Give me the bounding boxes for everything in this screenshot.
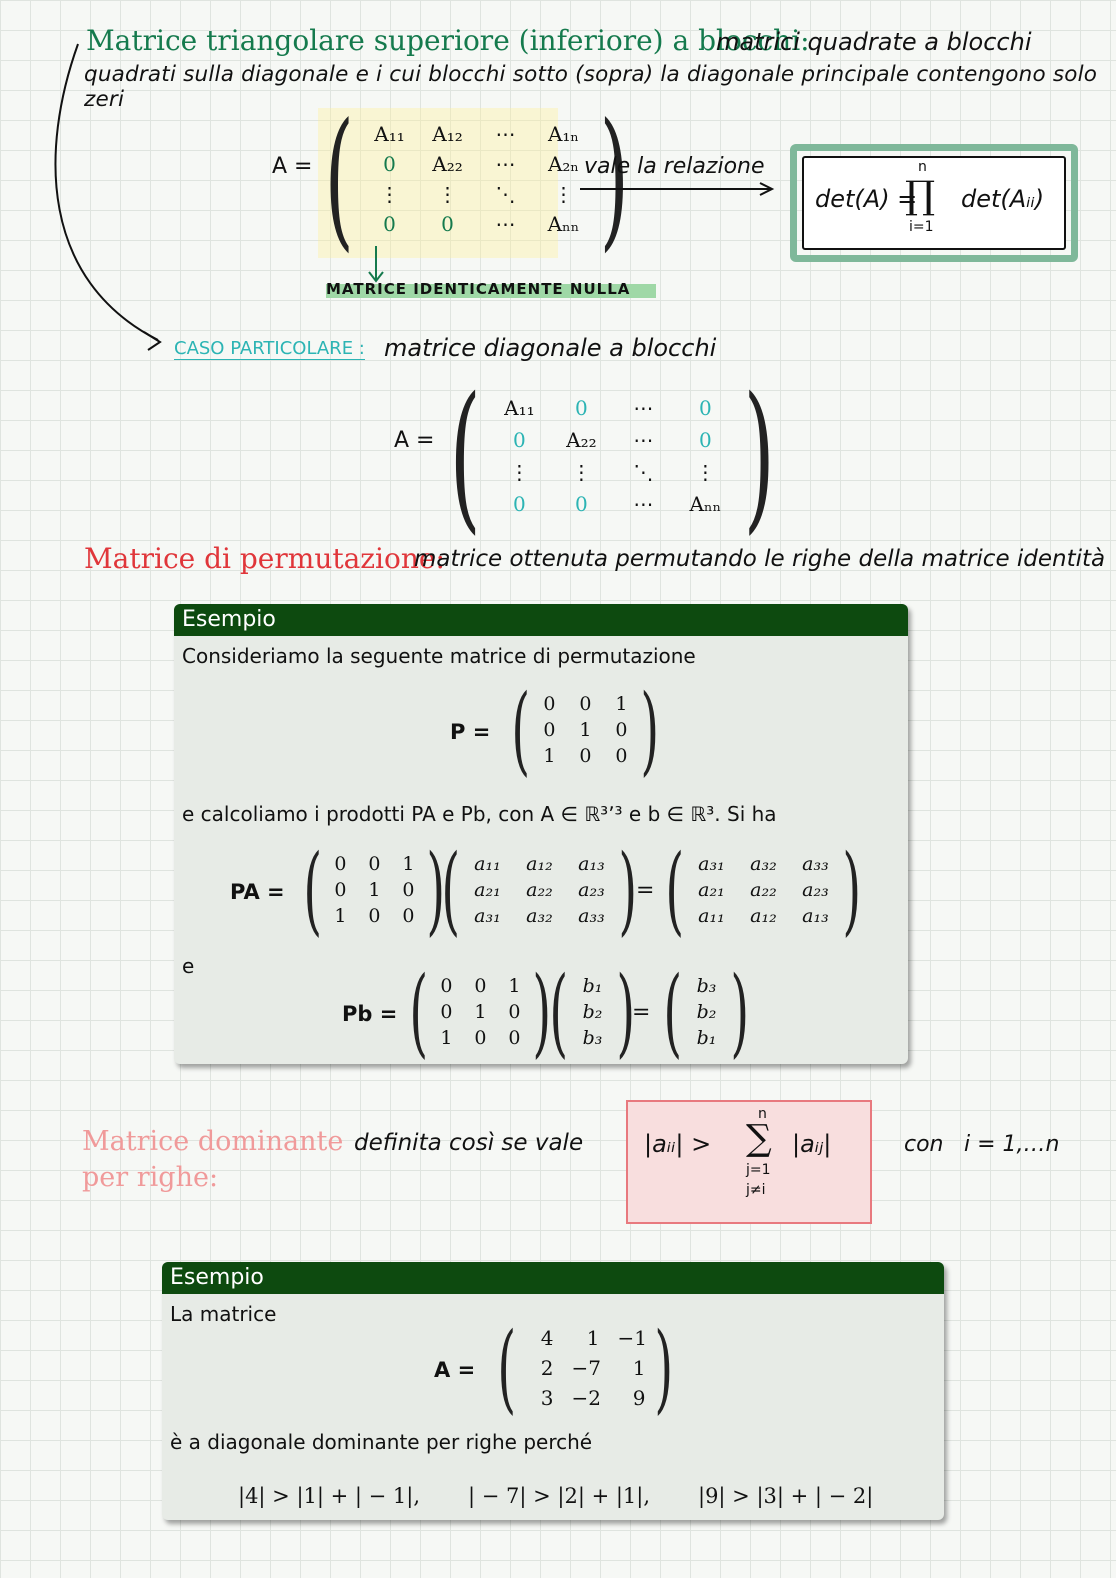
pa-equals: = bbox=[636, 878, 655, 903]
dom-formula-bottom2: j≠i bbox=[746, 1182, 766, 1198]
matrix-cell: a₃₁ bbox=[474, 905, 501, 927]
pa-p-matrix: ( 0 0 1 0 1 0 1 0 0 ) bbox=[303, 834, 446, 946]
matrix-cell: a₂₃ bbox=[802, 879, 829, 901]
matrix-cell: Aₙₙ bbox=[689, 492, 722, 516]
matrix-cell: 3 bbox=[540, 1386, 554, 1410]
matrix-a-label: A = bbox=[272, 154, 313, 179]
matrix-cell: ⋮ bbox=[695, 460, 716, 484]
det-formula-top: n bbox=[918, 159, 927, 175]
matrix-cell: ⋮ bbox=[571, 460, 592, 484]
dominance-example-box bbox=[162, 1262, 944, 1520]
range-text: i = 1,…n bbox=[964, 1132, 1060, 1157]
matrix-cell: a₃₂ bbox=[526, 905, 553, 927]
matrix-cell: −2 bbox=[571, 1386, 601, 1410]
matrix-cell: 9 bbox=[632, 1386, 646, 1410]
matrix-cell: ⋯ bbox=[633, 428, 654, 452]
matrix-cell: 1 bbox=[402, 853, 415, 875]
example2-header: Esempio bbox=[162, 1262, 944, 1294]
matrix-cell: a₃₃ bbox=[802, 853, 829, 875]
matrix-cell: A₁₁ bbox=[504, 396, 535, 420]
matrix-cell: 0 bbox=[615, 745, 628, 767]
matrix-cell: 0 bbox=[383, 212, 396, 236]
det-formula-left: det(A) = bbox=[815, 185, 918, 213]
pb-result-vector: ( b₃ b₂ b₁ ) bbox=[663, 956, 750, 1068]
matrix-cell: ⋮ bbox=[379, 182, 400, 206]
vector-cell: b₁ bbox=[582, 975, 603, 997]
dom-a-matrix: ( 4 1 −1 2 −7 1 3 −2 9 ) bbox=[497, 1312, 674, 1424]
matrix-cell: 0 bbox=[508, 1027, 521, 1049]
matrix-cell: ⋱ bbox=[633, 460, 654, 484]
matrix-cell: 0 bbox=[440, 1001, 453, 1023]
matrix-cell: a₂₃ bbox=[578, 879, 605, 901]
matrix-cell: a₃₂ bbox=[750, 853, 777, 875]
matrix-cell: 0 bbox=[575, 492, 588, 516]
block-triangular-matrix: ( A₁₁ A₁₂ ⋯ A₁ₙ 0 A₂₂ ⋯ A₂ₙ ⋮ ⋮ ⋱ ⋮ 0 0 ⋯ Aₙₙ ) bbox=[324, 92, 629, 266]
section2-desc: matrice ottenuta permutando le righe della matrice identità bbox=[414, 546, 1106, 572]
vector-cell: b₃ bbox=[582, 1027, 603, 1049]
matrix-cell: a₂₁ bbox=[474, 879, 501, 901]
matrix-cell: 0 bbox=[699, 396, 712, 420]
p-label: P = bbox=[450, 720, 491, 744]
matrix-cell: 0 bbox=[402, 905, 415, 927]
matrix-cell: 0 bbox=[474, 975, 487, 997]
matrix-cell: 1 bbox=[632, 1356, 646, 1380]
section3-title-line2: per righe: bbox=[82, 1162, 219, 1193]
matrix-cell: 0 bbox=[579, 745, 592, 767]
matrix-cell: 2 bbox=[540, 1356, 554, 1380]
section1-desc-line2: quadrati sulla diagonale e i cui blocchi sotto (sopra) la diagonale principale contengono solo zeri bbox=[84, 62, 1098, 112]
pb-equals: = bbox=[632, 1000, 651, 1025]
matrix-cell: a₁₃ bbox=[802, 905, 829, 927]
matrix-cell: 1 bbox=[579, 719, 592, 741]
matrix-cell: 1 bbox=[543, 745, 556, 767]
dom-formula-bottom1: j=1 bbox=[746, 1162, 771, 1178]
matrix-cell: A₁₁ bbox=[374, 122, 405, 146]
pb-b-vector: ( b₁ b₂ b₃ ) bbox=[549, 956, 636, 1068]
matrix-cell: A₂₂ bbox=[566, 428, 597, 452]
matrix-cell: Aₙₙ bbox=[547, 212, 580, 236]
det-formula-frame bbox=[790, 144, 1078, 262]
permutation-example-box bbox=[174, 604, 908, 1068]
pa-result-matrix: ( a₃₁ a₃₂ a₃₃ a₂₁ a₂₂ a₂₃ a₁₁ a₁₂ a₁₃ ) bbox=[665, 834, 862, 946]
dom-a-label: A = bbox=[434, 1358, 476, 1382]
matrix-cell: 1 bbox=[615, 693, 628, 715]
matrix-cell: 0 bbox=[579, 693, 592, 715]
right-arrow-icon bbox=[578, 180, 778, 200]
matrix-cell: 0 bbox=[402, 879, 415, 901]
dom-formula-right: |aᵢⱼ| bbox=[792, 1130, 832, 1158]
example2-intro: La matrice bbox=[170, 1302, 277, 1326]
matrix-cell: 0 bbox=[543, 693, 556, 715]
con-text: con bbox=[904, 1132, 944, 1157]
matrix-cell: 1 bbox=[586, 1326, 600, 1350]
section2-title: Matrice di permutazione: bbox=[84, 542, 445, 575]
matrix-cell: 0 bbox=[383, 152, 396, 176]
matrix-cell: a₁₂ bbox=[526, 853, 553, 875]
pb-p-matrix: ( 0 0 1 0 1 0 1 0 0 ) bbox=[409, 956, 552, 1068]
p-matrix: ( 0 0 1 0 1 0 1 0 0 ) bbox=[511, 674, 660, 786]
matrix-cell: a₃₁ bbox=[698, 853, 725, 875]
matrix-cell: a₁₁ bbox=[698, 905, 725, 927]
and-text: e bbox=[182, 954, 195, 978]
matrix-cell: a₁₃ bbox=[578, 853, 605, 875]
example2-conclusion: è a diagonale dominante per righe perché bbox=[170, 1430, 593, 1454]
matrix-cell: −7 bbox=[571, 1356, 601, 1380]
matrix-cell: ⋯ bbox=[495, 122, 516, 146]
matrix-cell: 0 bbox=[615, 719, 628, 741]
vector-cell: b₂ bbox=[696, 1001, 717, 1023]
matrix-cell: −1 bbox=[617, 1326, 647, 1350]
matrix-cell: 1 bbox=[474, 1001, 487, 1023]
matrix-cell: ⋮ bbox=[509, 460, 530, 484]
null-note: MATRICE IDENTICAMENTE NULLA bbox=[326, 280, 631, 298]
matrix-cell: 0 bbox=[699, 428, 712, 452]
matrix-cell: 0 bbox=[368, 905, 381, 927]
matrix-cell: 0 bbox=[368, 853, 381, 875]
matrix-cell: ⋮ bbox=[437, 182, 458, 206]
example-header: Esempio bbox=[174, 604, 908, 636]
matrix-cell: a₂₁ bbox=[698, 879, 725, 901]
vector-cell: b₁ bbox=[696, 1027, 717, 1049]
matrix-cell: 0 bbox=[334, 879, 347, 901]
matrix-cell: 0 bbox=[575, 396, 588, 420]
matrix-cell: 1 bbox=[368, 879, 381, 901]
matrix-cell: a₁₁ bbox=[474, 853, 501, 875]
matrix-cell: A₂₂ bbox=[432, 152, 463, 176]
inequality-1: |4| > |1| + | − 1|, bbox=[238, 1484, 421, 1508]
matrix-cell: 0 bbox=[513, 428, 526, 452]
matrix-cell: ⋯ bbox=[495, 212, 516, 236]
matrix-cell: 0 bbox=[513, 492, 526, 516]
matrix-cell: a₃₃ bbox=[578, 905, 605, 927]
dom-formula-left: |aᵢᵢ| > bbox=[644, 1130, 712, 1158]
dom-formula-sum: ∑ bbox=[746, 1118, 772, 1159]
matrix-cell: a₂₂ bbox=[526, 879, 553, 901]
pa-label: PA = bbox=[230, 880, 285, 904]
matrix-cell: 4 bbox=[540, 1326, 554, 1350]
diag-matrix-label: A = bbox=[394, 428, 435, 453]
matrix-cell: 1 bbox=[334, 905, 347, 927]
inequality-2: | − 7| > |2| + |1|, bbox=[468, 1484, 651, 1508]
dominance-formula-frame bbox=[626, 1100, 872, 1224]
matrix-cell: A₁ₙ bbox=[547, 122, 580, 146]
vector-cell: b₂ bbox=[582, 1001, 603, 1023]
block-diagonal-matrix: ( A₁₁ 0 ⋯ 0 0 A₂₂ ⋯ 0 ⋮ ⋮ ⋱ ⋮ 0 0 ⋯ Aₙₙ ) bbox=[449, 362, 776, 549]
matrix-cell: A₂ₙ bbox=[547, 152, 580, 176]
example-text2: e calcoliamo i prodotti PA e Pb, con A ∈ ℝ³ʼ³ e b ∈ ℝ³. Si ha bbox=[182, 802, 777, 826]
matrix-cell: 0 bbox=[508, 1001, 521, 1023]
special-case-text: matrice diagonale a blocchi bbox=[384, 334, 717, 362]
special-case-label: CASO PARTICOLARE : bbox=[174, 338, 365, 359]
matrix-cell: a₂₂ bbox=[750, 879, 777, 901]
matrix-cell: 1 bbox=[440, 1027, 453, 1049]
matrix-cell: 0 bbox=[474, 1027, 487, 1049]
det-formula-bottom: i=1 bbox=[909, 219, 934, 235]
pb-label: Pb = bbox=[342, 1002, 398, 1026]
pa-a-matrix: ( a₁₁ a₁₂ a₁₃ a₂₁ a₂₂ a₂₃ a₃₁ a₃₂ a₃₃ ) bbox=[441, 834, 638, 946]
matrix-cell: 0 bbox=[543, 719, 556, 741]
relation-text: vale la relazione bbox=[584, 154, 765, 179]
section3-desc: definita così se vale bbox=[354, 1130, 584, 1156]
example-intro: Consideriamo la seguente matrice di permutazione bbox=[182, 644, 696, 668]
matrix-cell: ⋯ bbox=[495, 152, 516, 176]
matrix-cell: 0 bbox=[334, 853, 347, 875]
matrix-cell: 1 bbox=[508, 975, 521, 997]
matrix-cell: 0 bbox=[440, 975, 453, 997]
matrix-cell: A₁₂ bbox=[432, 122, 463, 146]
matrix-cell: a₁₂ bbox=[750, 905, 777, 927]
section3-title-line1: Matrice dominante bbox=[82, 1126, 344, 1157]
vector-cell: b₃ bbox=[696, 975, 717, 997]
matrix-cell: ⋯ bbox=[633, 492, 654, 516]
det-formula-prod: ∏ bbox=[905, 173, 936, 217]
matrix-cell: ⋮ bbox=[553, 182, 574, 206]
inequality-3: |9| > |3| + | − 2| bbox=[698, 1484, 874, 1508]
curved-arrow-icon bbox=[40, 40, 180, 360]
det-formula-right: det(Aᵢᵢ) bbox=[961, 185, 1045, 213]
section1-title: Matrice triangolare superiore (inferiore) a blocchi: bbox=[86, 24, 810, 57]
dom-formula-top: n bbox=[758, 1106, 767, 1122]
section1-desc-line1: matrici quadrate a blocchi bbox=[716, 28, 1032, 56]
matrix-cell: ⋯ bbox=[633, 396, 654, 420]
matrix-cell: 0 bbox=[441, 212, 454, 236]
matrix-cell: ⋱ bbox=[495, 182, 516, 206]
